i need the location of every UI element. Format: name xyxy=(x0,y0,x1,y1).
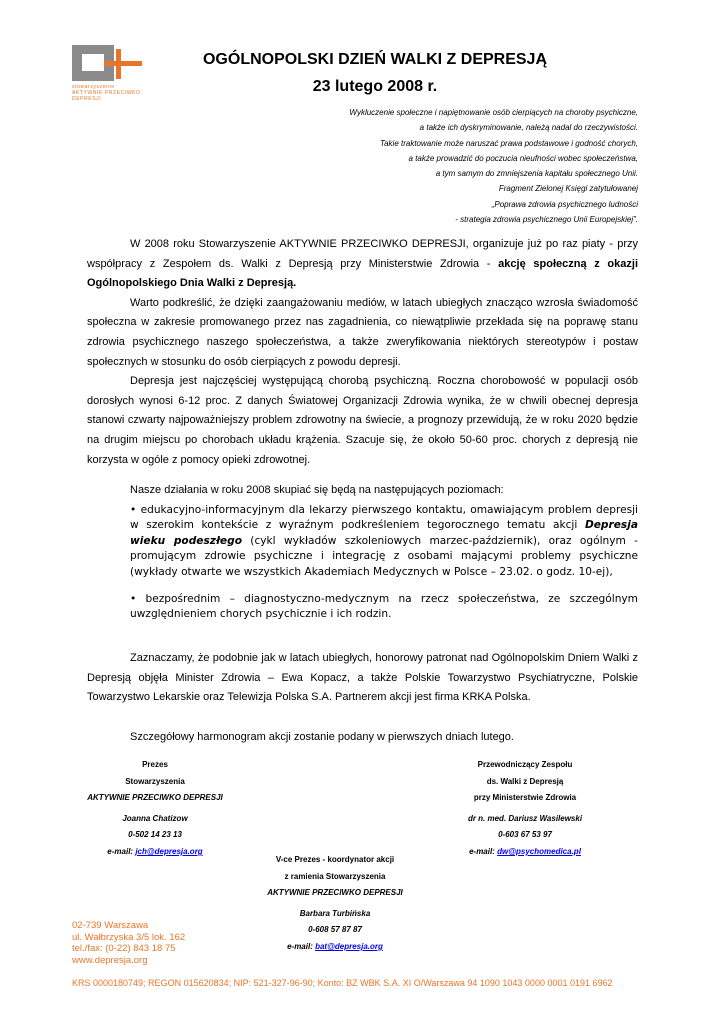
motto-line: Takie traktowanie może naruszać prawa podstawowe i godność chorych, xyxy=(379,138,638,148)
signatory-name: Barbara Turbińska xyxy=(299,908,371,918)
signature-vice-president: V-ce Prezes - koordynator akcji z ramienia Stowarzyszenia AKTYWNIE PRZECIWKO DEPRESJI Barbara Turbińska 0-608 57 87 87 e-mail: bat@depresja.org xyxy=(250,852,420,956)
levels-list xyxy=(130,503,638,635)
paragraph-patronage: Zaznaczamy, że podobnie jak w latach ubiegłych, honorowy patronat nad Ogólnopolskim Dniem Walki z Depresją objęła Minister Zdrowia – Ewa Kopacz, a także Polskie Towarzystwo Psychiatryczne, Polskie Towarzystwo Lekarskie oraz Telewizja Polska S.A. Partnerem akcji jest firma KRKA Polska. xyxy=(87,652,638,704)
paragraph-intro: W 2008 roku Stowarzyszenie AKTYWNIE PRZECIWKO DEPRESJI, organizuje już po raz piaty - przy współpracy z Zespołem ds. Walki z Depresją przy Ministerstwie Zdrowia - akcję społeczną z okazji Ogólnopolskiego Dnia Walki z Depresją. xyxy=(87,238,639,290)
motto-line: „Poprawa zdrowia psychicznego ludności xyxy=(491,199,638,209)
motto-line: - strategia zdrowia psychicznego Unii Europejskiej”. xyxy=(455,215,638,225)
motto-line: Fragment Zielonej Księgi zatytułowanej xyxy=(498,184,638,194)
page-title: OGÓLNOPOLSKI DZIEŃ WALKI Z DEPRESJĄ xyxy=(202,51,548,68)
signatory-phone: 0-603 67 53 97 xyxy=(498,830,552,840)
motto-line: a także ich dyskryminowanie, należą nadal do rzeczywistości. xyxy=(419,123,638,133)
signatory-name: Joanna Chatizow xyxy=(122,813,188,823)
contact-address: 02-739 Warszawa ul. Wałbrzyska 3/5 lok. 162 tel./fax: (0-22) 843 18 75 www.depresja.org xyxy=(72,920,186,967)
signature-president: Prezes Stowarzyszenia AKTYWNIE PRZECIWKO DEPRESJI Joanna Chatizow 0-502 14 23 13 e-mail: jch@depresja.org xyxy=(85,757,225,861)
list-item: • bezpośrednim – diagnostyczno-medycznym na rzecz społeczeństwa, ze szczególnym uwzględnieniem chorych psychicznie i ich rodzin. xyxy=(130,593,638,621)
body-text xyxy=(87,235,638,470)
motto-quote xyxy=(218,105,638,227)
levels-intro: Nasze działania w roku 2008 skupiać się będą na następujących poziomach: xyxy=(130,484,504,496)
signatory-name: dr n. med. Dariusz Wasilewski xyxy=(467,813,583,823)
motto-line: a także prowadzić do poczucia nieufności wobec społeczeństwa, xyxy=(408,153,638,163)
paragraph-media: Warto podkreślić, że dzięki zaangażowaniu mediów, w latach ubiegłych znacząco wzrosła świadomość społeczna w zakresie promowanego przez nas zagadnienia, co niewątpliwie przekłada się na poprawę stanu zdrowia psychicznego naszego społeczeństwa, a także zweryfikowania niektórych stereotypów i postaw społecznych w stosunku do osób cierpiących z powodu depresji. xyxy=(87,296,638,368)
email-link[interactable]: jch@depresja.org xyxy=(135,846,203,856)
email-link[interactable]: bat@depresja.org xyxy=(315,941,383,951)
website-link[interactable]: www.depresja.org xyxy=(72,955,148,967)
signatory-phone: 0-502 14 23 13 xyxy=(128,830,182,840)
paragraph-schedule: Szczegółowy harmonogram akcji zostanie podany w pierwszych dniach lutego. xyxy=(130,731,514,743)
list-item: • edukacyjno-informacyjnym dla lekarzy pierwszego kontaktu, omawiającym problem depresji w szerokim kontekście z wyraźnym podkreśleniem tegorocznego tematu akcji Depresja wieku podeszłego (cykl wykładów szkoleniowych marzec-październik), oraz ogólnym - promującym zdrowie psychiczne i integrację z osobami mającymi problemy psychiczne (wykłady otwarte we wszystkich Akademiach Medycznych w Polsce – 23.02. o godz. 10-ej), xyxy=(130,504,638,578)
motto-line: a tym samym do zmniejszenia kapitału społecznego Unii. xyxy=(435,169,638,179)
registration-footer: KRS 0000180749; REGON 015620834; NIP: 521-327-96-90; Konto: BZ WBK S.A. XI O/Warszawa 94 1090 1043 0000 0001 0191 6962 xyxy=(72,978,613,988)
logo-tagline: stowarzyszenie AKTYWNIE PRZECIWKO DEPRESJI xyxy=(72,84,141,102)
paragraph-depression-facts: Depresja jest najczęściej występującą chorobą psychiczną. Roczna chorobowość w populacji osób dorosłych wynosi 6-12 proc. Z danych Światowej Organizacji Zdrowia wynika, że w chwili obecnej depresja stanowi czwarty najpoważniejszy problem zdrowotny na świecie, a prognozy przewidują, że w roku 2020 będzie na drugim miejscu po chorobach układu krążenia. Szacuje się, że około 50-60 proc. chorych z depresją nie korzysta w ogóle z pomocy opieki zdrowotnej. xyxy=(87,375,638,466)
email-link[interactable]: dw@psychomedica.pl xyxy=(497,846,581,856)
event-date: 23 lutego 2008 r. xyxy=(312,78,438,95)
signatory-phone: 0-608 57 87 87 xyxy=(308,925,362,935)
signature-team-chair: Przewodniczący Zespołu ds. Walki z Depresją przy Ministerstwie Zdrowia dr n. med. Dariusz Wasilewski 0-603 67 53 97 e-mail: dw@psychomedica.pl xyxy=(450,757,600,861)
motto-line: Wykluczenie społeczne i napiętnowanie osób cierpiących na choroby psychiczne, xyxy=(349,108,638,117)
